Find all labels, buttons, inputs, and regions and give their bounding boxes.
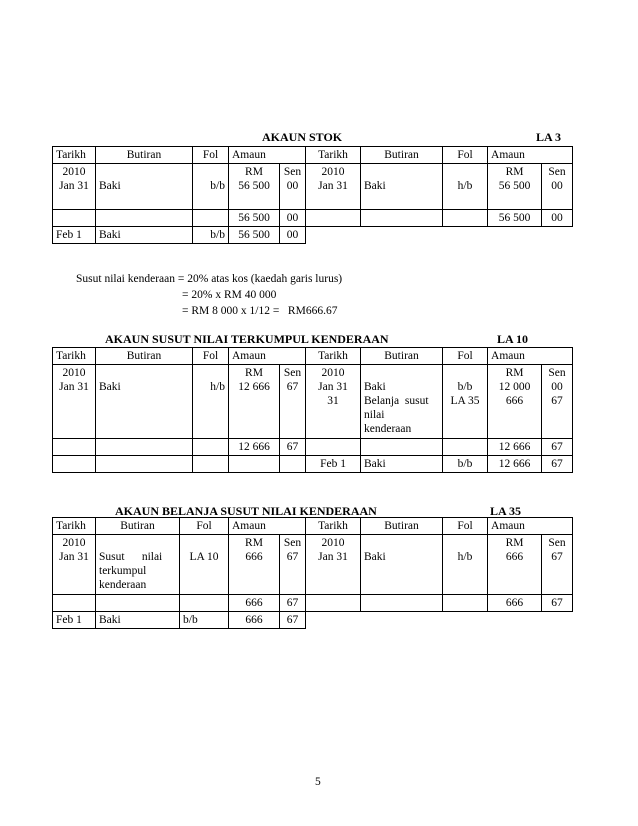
header-tarikh: Tarikh: [306, 348, 361, 365]
date-year: 2010: [62, 166, 86, 178]
folio: h/b: [457, 551, 473, 563]
table-header-row: [53, 518, 573, 535]
date: Jan 31: [59, 551, 89, 563]
sen-header: Sen: [283, 367, 302, 379]
header-fol: Fol: [193, 348, 229, 365]
date: Feb 1: [306, 456, 361, 473]
date: Jan 31: [318, 180, 348, 192]
sen-header: Sen: [548, 166, 566, 178]
stok-la-ref: LA 3: [536, 130, 562, 144]
description: Baki: [96, 227, 193, 244]
total-sen: 00: [542, 210, 573, 227]
folio: LA 10: [189, 551, 219, 563]
header-fol: Fol: [180, 518, 229, 535]
date: 31: [327, 395, 339, 407]
header-fol: Fol: [193, 147, 229, 164]
date-year: 2010: [62, 367, 86, 379]
total-rm: 12 666: [229, 439, 280, 456]
amount-rm: 56 500: [229, 227, 280, 244]
folio: b/b: [443, 456, 488, 473]
header-butiran: Butiran: [96, 518, 180, 535]
amount-sen: 67: [286, 381, 299, 393]
amount-rm: 666: [229, 612, 280, 629]
sen-header: Sen: [283, 166, 302, 178]
date: Jan 31: [318, 381, 348, 393]
amount-sen: 67: [542, 456, 573, 473]
header-butiran: Butiran: [96, 348, 193, 365]
balance-row: [53, 612, 573, 629]
description: Baki: [364, 381, 386, 393]
header-butiran: Butiran: [361, 147, 443, 164]
depreciation-formula-line1: Susut nilai kenderaan = 20% atas kos (kaedah garis lurus): [76, 273, 343, 285]
total-rm: 12 666: [488, 439, 542, 456]
total-rm: 56 500: [229, 210, 280, 227]
header-amaun: Amaun: [488, 518, 573, 535]
header-tarikh: Tarikh: [306, 147, 361, 164]
amount-rm: 12 000: [498, 381, 531, 393]
amount-rm: 12 666: [238, 381, 270, 393]
description: nilai: [364, 409, 385, 421]
total-row: [53, 210, 573, 227]
total-rm: 666: [229, 595, 280, 612]
folio: b/b: [210, 180, 225, 192]
table-header-row: [53, 147, 573, 164]
total-sen: 67: [280, 439, 306, 456]
date-year: 2010: [321, 367, 345, 379]
folio: h/b: [457, 180, 473, 192]
sntk-title: AKAUN SUSUT NILAI TERKUMPUL KENDERAAN: [105, 332, 389, 346]
header-amaun: Amaun: [488, 348, 573, 365]
total-sen: 67: [542, 595, 573, 612]
bsnk-title: AKAUN BELANJA SUSUT NILAI KENDERAAN: [115, 504, 377, 518]
amount-sen: 00: [280, 227, 306, 244]
description: Belanja susut: [364, 395, 429, 407]
header-butiran: Butiran: [361, 348, 443, 365]
table-header-row: [53, 348, 573, 365]
header-tarikh: Tarikh: [53, 518, 96, 535]
total-row: [53, 439, 573, 456]
total-sen: 67: [542, 439, 573, 456]
date: Jan 31: [59, 180, 89, 192]
header-amaun: Amaun: [229, 348, 306, 365]
header-fol: Fol: [443, 348, 488, 365]
amount-rm: 12 666: [488, 456, 542, 473]
description: Baki: [99, 180, 121, 192]
folio: b/b: [193, 227, 229, 244]
rm-header: RM: [505, 367, 524, 379]
header-tarikh: Tarikh: [53, 348, 96, 365]
amount-sen: 67: [286, 551, 299, 563]
amount-rm: 666: [505, 395, 524, 407]
date: Jan 31: [318, 551, 348, 563]
date: Feb 1: [53, 227, 96, 244]
date-year: 2010: [321, 537, 345, 549]
description: Baki: [364, 180, 386, 192]
description: terkumpul: [99, 565, 147, 577]
header-fol: Fol: [443, 147, 488, 164]
sen-header: Sen: [548, 367, 566, 379]
date-year: 2010: [62, 537, 86, 549]
sntk-la-ref: LA 10: [497, 332, 529, 346]
header-fol: Fol: [443, 518, 488, 535]
description: Baki: [364, 551, 386, 563]
folio: h/b: [210, 381, 225, 393]
stok-ledger-table: [52, 146, 573, 244]
rm-header: RM: [245, 537, 263, 549]
rm-header: RM: [505, 537, 524, 549]
total-sen: 67: [280, 595, 306, 612]
header-butiran: Butiran: [361, 518, 443, 535]
header-butiran: Butiran: [96, 147, 193, 164]
amount-rm: 666: [245, 551, 263, 563]
stok-title: AKAUN STOK: [262, 130, 343, 144]
amount-sen: 00: [551, 180, 563, 192]
table-row: [53, 365, 573, 439]
sen-header: Sen: [283, 537, 302, 549]
page-number: 5: [315, 776, 321, 788]
total-sen: 00: [280, 210, 306, 227]
description: kenderaan: [364, 423, 412, 435]
amount-sen: 67: [280, 612, 306, 629]
header-tarikh: Tarikh: [53, 147, 96, 164]
date-year: 2010: [321, 166, 345, 178]
table-row: [53, 164, 573, 210]
description: Susut nilai: [99, 551, 163, 563]
rm-header: RM: [245, 166, 263, 178]
sen-header: Sen: [548, 537, 566, 549]
total-row: [53, 595, 573, 612]
date: Feb 1: [53, 612, 96, 629]
description: Baki: [96, 612, 180, 629]
depreciation-formula-line3: = RM 8 000 x 1/12 = RM666.67: [182, 305, 338, 317]
bsnk-ledger-table: [52, 517, 573, 629]
balance-row: [53, 227, 573, 244]
amount-rm: 56 500: [498, 180, 531, 192]
amount-rm: 666: [505, 551, 524, 563]
total-rm: 56 500: [488, 210, 542, 227]
depreciation-formula-line2: = 20% x RM 40 000: [182, 289, 277, 301]
folio: LA 35: [450, 395, 480, 407]
folio: b/b: [180, 612, 229, 629]
balance-row: [53, 456, 573, 473]
amount-rm: 56 500: [238, 180, 270, 192]
total-rm: 666: [488, 595, 542, 612]
header-amaun: Amaun: [229, 518, 306, 535]
rm-header: RM: [505, 166, 524, 178]
sntk-ledger-table: [52, 347, 573, 473]
description: Baki: [99, 381, 121, 393]
bsnk-la-ref: LA 35: [490, 504, 522, 518]
header-amaun: Amaun: [488, 147, 573, 164]
description: Baki: [361, 456, 443, 473]
amount-sen: 67: [551, 551, 563, 563]
header-tarikh: Tarikh: [306, 518, 361, 535]
header-amaun: Amaun: [229, 147, 306, 164]
description: kenderaan: [99, 579, 147, 591]
amount-sen: 00: [551, 381, 563, 393]
rm-header: RM: [245, 367, 263, 379]
date: Jan 31: [59, 381, 89, 393]
table-row: [53, 535, 573, 595]
amount-sen: 00: [286, 180, 299, 192]
folio: b/b: [457, 381, 473, 393]
amount-sen: 67: [551, 395, 563, 407]
